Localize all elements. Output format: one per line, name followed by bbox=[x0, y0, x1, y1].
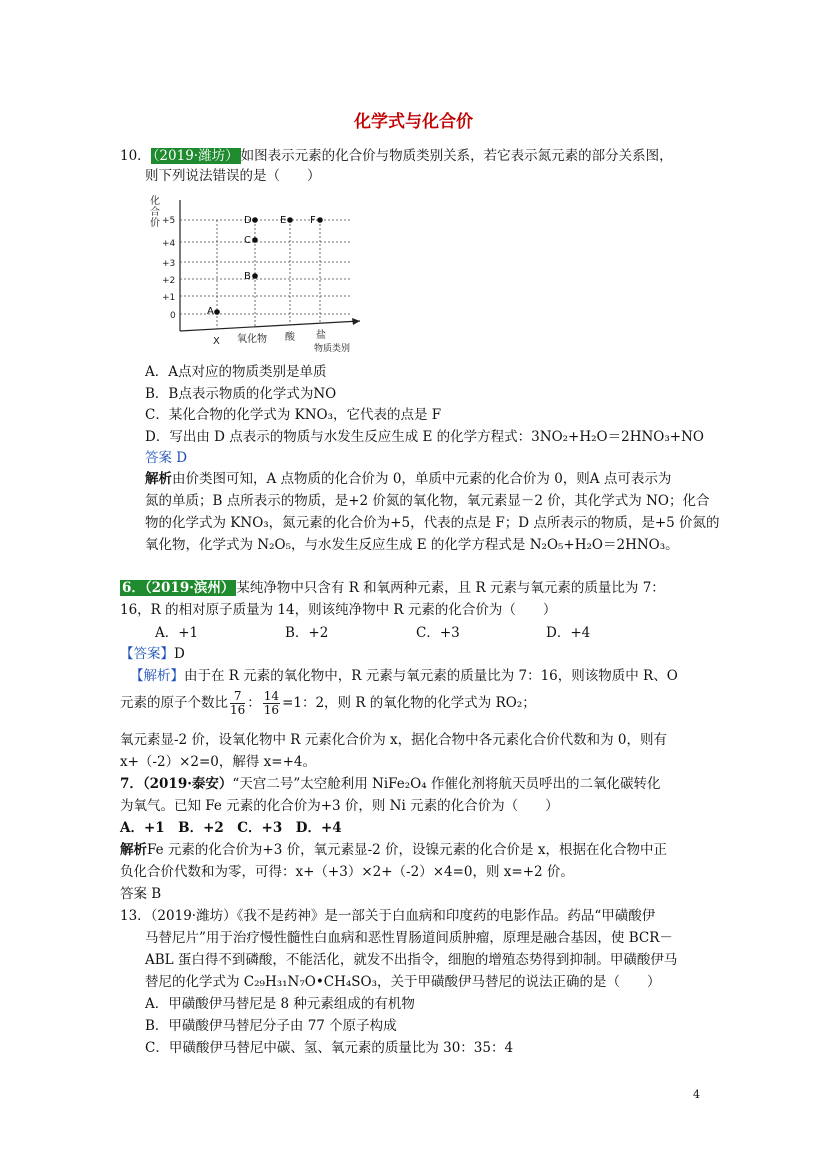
y-tick-label: +5 bbox=[162, 216, 176, 226]
x-tick-label: 氧化物 bbox=[237, 334, 267, 345]
fraction-7-16: $\frac{7}{16}$ bbox=[230, 689, 246, 717]
valence-category-chart bbox=[140, 190, 370, 360]
question-10-option-c: C．某化合物的化学式为 KNO₃，它代表的点是 F bbox=[145, 407, 442, 423]
point-d bbox=[252, 217, 258, 223]
question-6-option-d: D．+4 bbox=[546, 625, 591, 641]
question-10-option-a: A．A点对应的物质类别是单质 bbox=[145, 364, 327, 380]
point-a bbox=[214, 309, 220, 315]
question-7-answer: 答案 B bbox=[120, 886, 162, 902]
question-6-explanation-line2: 元素的原子个数比 $\frac{7}{16}$ ： $\frac{14}{16}$ =1：2，则 R 的氧化物的化学式为 RO₂； bbox=[120, 689, 536, 717]
question-6-stem: 6．（2019·滨州） 某纯净物中只含有 R 和氧两种元素，且 R 元素与氧元素的质量比为 7： bbox=[122, 580, 665, 596]
point-label-d: D bbox=[244, 215, 252, 226]
question-6-stem-line2: 16，R 的相对原子质量为 14，则该纯净物中 R 元素的化合价为（ ） bbox=[120, 602, 557, 618]
question-10-source-badge: （2019·潍坊） bbox=[152, 148, 239, 164]
question-13-stem-line2: 马替尼片”用于治疗慢性髓性白血病和恶性胃肠道间质肿瘤，原理是融合基因，使 BCR－ bbox=[145, 930, 673, 946]
point-e bbox=[287, 217, 293, 223]
question-7-stem-line2: 为氧气。已知 Fe 元素的化合价为+3 价，则 Ni 元素的化合价为（ ） bbox=[120, 798, 559, 814]
question-13-option-b: B．甲磺酸伊马替尼分子由 77 个原子构成 bbox=[145, 1018, 397, 1034]
question-6-option-a: A．+1 bbox=[155, 625, 199, 641]
question-6-answer: 【答案】D bbox=[120, 646, 185, 662]
point-label-c: C bbox=[244, 235, 251, 246]
question-6-source-badge: 6．（2019·滨州） bbox=[122, 580, 235, 596]
question-10-explanation-line3: 物的化学式为 KNO₃，氮元素的化合价为+5，代表的点是 F；D 点所表示的物质，是+5 价氮的 bbox=[145, 515, 720, 531]
y-tick-label: +2 bbox=[162, 276, 176, 286]
question-10-option-b: B．B点表示物质的化学式为NO bbox=[145, 386, 337, 402]
question-7-explanation-line2: 负化合价代数和为零，可得：x+（+3）×2+（-2）×4=0，则 x=+2 价。 bbox=[120, 864, 574, 880]
question-6-explanation-line3: 氧元素显-2 价，设氧化物中 R 元素化合价为 x，据化合物中各元素化合价代数和为 0，则有 bbox=[120, 732, 667, 748]
question-7-options: A．+1 B．+2 C．+3 D．+4 bbox=[120, 820, 342, 836]
question-13-stem-line3: ABL 蛋白得不到磷酸，不能活化，就发不出指令，细胞的增殖态势得到抑制。甲磺酸伊马 bbox=[145, 952, 678, 968]
fraction-14-16: $\frac{14}{16}$ bbox=[263, 689, 280, 717]
question-6-explanation-line4: x+（-2）×2=0，解得 x=+4。 bbox=[120, 754, 316, 770]
page-title: 化学式与化合价 bbox=[354, 112, 473, 132]
question-13-option-a: A．甲磺酸伊马替尼是 8 种元素组成的有机物 bbox=[145, 996, 415, 1012]
y-axis-label-char: 化 bbox=[150, 196, 160, 207]
y-tick-label: +1 bbox=[162, 293, 176, 303]
question-6-option-c: C．+3 bbox=[416, 625, 460, 641]
question-6-explanation-line1: 【解析】由于在 R 元素的氧化物中，R 元素与氧元素的质量比为 7：16，则该物质中 R、O bbox=[130, 668, 678, 684]
question-10-stem: 10． （2019·潍坊） 如图表示元素的化合价与物质类别关系，若它表示氮元素的部分关系图， bbox=[120, 148, 673, 164]
question-13-stem-line4: 替尼的化学式为 C₂₉H₃₁N₇O•CH₄SO₃，关于甲磺酸伊马替尼的说法正确的是（ ） bbox=[145, 974, 661, 990]
point-f bbox=[317, 217, 323, 223]
question-10-explanation-line4: 氧化物，化学式为 N₂O₅，与水发生反应生成 E 的化学方程式是 N₂O₅+H₂O＝2HNO₃。 bbox=[145, 537, 679, 553]
point-b bbox=[252, 273, 258, 279]
x-tick-label: 盐 bbox=[316, 330, 326, 341]
question-6-option-b: B．+2 bbox=[285, 625, 329, 641]
y-tick-label: +4 bbox=[162, 239, 176, 249]
y-axis-label-char: 合 bbox=[150, 207, 160, 218]
y-tick-label: +3 bbox=[162, 259, 176, 269]
point-label-e: E bbox=[280, 215, 287, 226]
question-10-explanation-line1: 解析由价类图可知，A 点物质的化合价为 0，单质中元素的化合价为 0，则A 点可表示为 bbox=[145, 471, 672, 487]
y-axis-label-char: 价 bbox=[150, 218, 160, 229]
question-10-answer: 答案 D bbox=[145, 450, 188, 466]
point-c bbox=[252, 237, 258, 243]
question-10-explanation-line2: 氮的单质；B 点所表示的物质，是+2 价氮的氧化物，氧元素显－2 价，其化学式为 NO；化合 bbox=[145, 493, 710, 509]
y-tick-label: 0 bbox=[170, 311, 176, 321]
x-axis-label: 物质类别 bbox=[314, 344, 351, 354]
question-7-explanation-line1: 解析Fe 元素的化合价为+3 价，氧元素显-2 价，设镍元素的化合价是 x，根据在化合物中正 bbox=[120, 842, 667, 858]
question-10-stem-line2: 则下列说法错误的是（ ） bbox=[145, 168, 321, 184]
point-label-f: F bbox=[310, 215, 316, 226]
question-13-stem-line1: 13．（2019·潍坊）《我不是药神》是一部关于白血病和印度药的电影作品。药品“甲磺酸伊 bbox=[120, 908, 656, 924]
x-tick-label: X bbox=[213, 336, 220, 347]
point-label-b: B bbox=[244, 271, 251, 282]
question-10-option-d: D．写出由 D 点表示的物质与水发生反应生成 E 的化学方程式：3NO₂+H₂O＝2HNO₃+NO bbox=[145, 429, 704, 445]
page-number: 4 bbox=[693, 1088, 700, 1101]
point-label-a: A bbox=[207, 306, 214, 317]
x-tick-label: 酸 bbox=[285, 332, 295, 343]
question-13-option-c: C．甲磺酸伊马替尼中碳、氢、氧元素的质量比为 30：35：4 bbox=[145, 1040, 514, 1056]
question-7-stem: 7．（2019·泰安）“天宫二号”太空舱利用 NiFe₂O₄ 作催化剂将航天员呼出的二氧化碳转化 bbox=[120, 776, 661, 792]
